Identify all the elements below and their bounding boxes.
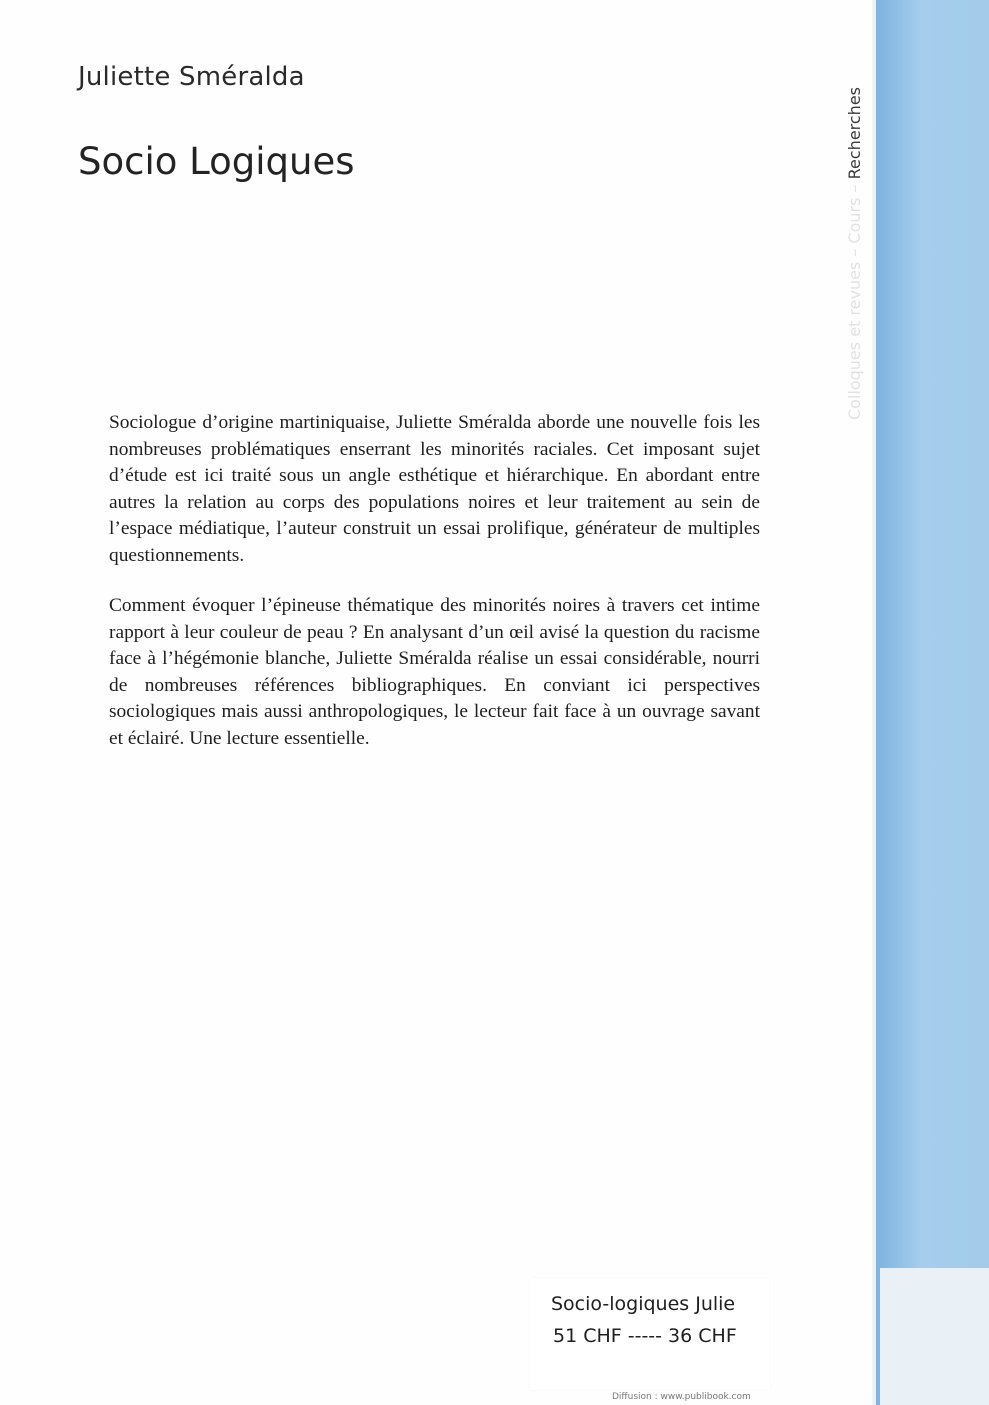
sticker-title: Socio-logiques Julie (551, 1293, 736, 1315)
distribution-text: Diffusion : www.publibook.com (612, 1392, 751, 1402)
price-sticker (530, 1278, 770, 1390)
blurb-paragraph-1: Sociologue d’origine martiniquaise, Juliette Sméralda aborde une nouvelle fois les nombreuses problématiques enserrant les minorités raciales. Cet imposant sujet d’étude est ici traité sous un angle esthétique et hiérarchique. En abordant entre autres la relation au corps des populations noires et leur traitement au sein de l’espace médiatique, l’auteur construit un essai prolifique, générateur de multiples questionnements. (109, 412, 760, 566)
blurb-paragraph-2: Comment évoquer l’épineuse thématique des minorités noires à travers cet intime rapport à leur couleur de peau ? En analysant d’un œil avisé la question du racisme face à l’hégémonie blanche, Juliette Sméralda réalise un essai considérable, nourri de nombreuses références bibliographiques. En conviant ici perspectives sociologiques mais aussi anthropologiques, le lecteur fait face à un ouvrage savant et éclairé. Une lecture essentielle. (109, 595, 760, 749)
sticker-price: 51 CHF ----- 36 CHF (553, 1325, 737, 1347)
spine-lower-band (880, 1268, 989, 1405)
series-label (835, 60, 875, 420)
blue-spine (876, 0, 989, 1405)
series-strong-text: Recherches (845, 86, 864, 180)
book-title: Socio Logiques (78, 140, 355, 183)
author-name: Juliette Sméralda (78, 62, 305, 92)
series-faded-text: Colloques et revues – Cours – (845, 184, 864, 420)
